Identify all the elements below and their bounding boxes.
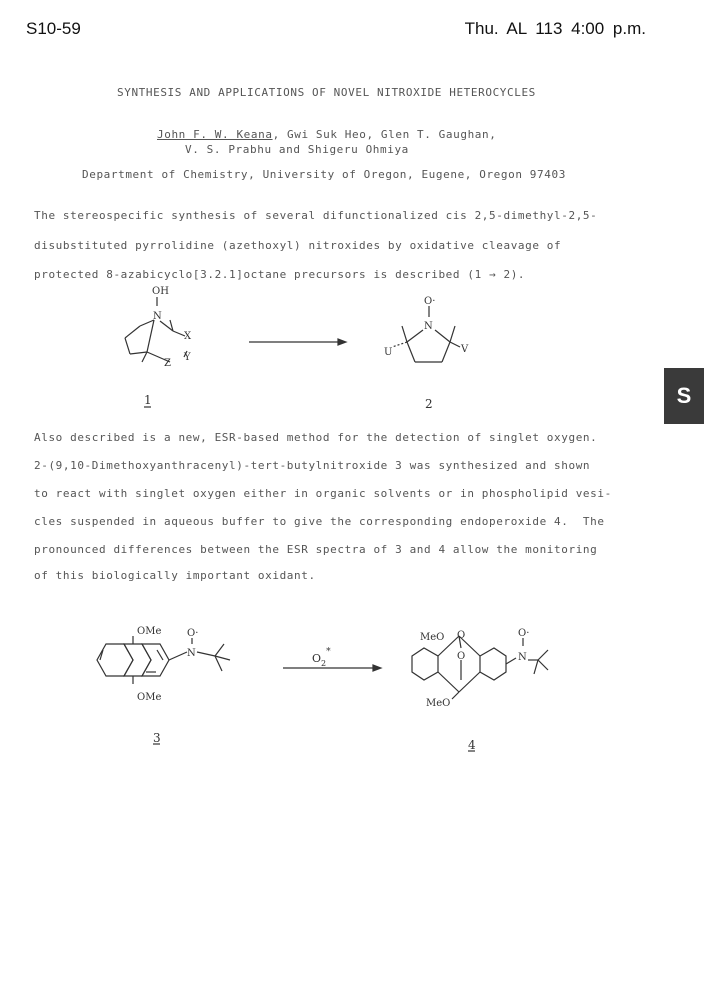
compound-2-n-label: N	[424, 321, 433, 332]
session-schedule: Thu. AL 113 4:00 p.m.	[464, 19, 646, 38]
compound-3-n-label: N	[187, 648, 196, 659]
reaction-arrow-2	[283, 665, 381, 671]
compound-4-meo-bottom: MeO	[426, 698, 451, 709]
compound-4-o-top: O	[457, 630, 466, 641]
compound-4-n-label: N	[518, 652, 527, 663]
presenting-author-underlined: John F. W. Keana	[157, 128, 273, 141]
section-tab: S	[664, 368, 704, 424]
authors-line-1-rest: , Gwi Suk Heo, Glen T. Gaughan,	[272, 128, 497, 141]
paragraph2-line-6: of this biologically important oxidant.	[34, 569, 316, 582]
compound-1-y-label: Y	[184, 352, 191, 363]
paragraph2-line-4: cles suspended in aqueous buffer to give the corresponding endoperoxide 4. The	[34, 515, 605, 528]
authors-line-2: V. S. Prabhu and Shigeru Ohmiya	[185, 143, 409, 156]
compound-2-v-label: V	[461, 344, 469, 355]
compound-3-ome-top: OMe	[137, 626, 162, 637]
compound-4-number: 4	[468, 738, 476, 752]
compound-3-number: 3	[153, 731, 161, 745]
compound-4-structure	[412, 636, 548, 699]
compound-3-ome-bottom: OMe	[137, 692, 162, 703]
compound-1-oh-label: OH	[152, 286, 169, 297]
session-code: S10-59	[26, 19, 81, 38]
paragraph2-line-2: 2-(9,10-Dimethoxyanthracenyl)-tert-butylnitroxide 3 was synthesized and shown	[34, 459, 591, 472]
compound-3-oxyl-label: O·	[187, 628, 199, 639]
paragraph2-line-3: to react with singlet oxygen either in organic solvents or in phospholipid vesi-	[34, 487, 612, 500]
compound-1-z-label: Z	[164, 358, 171, 369]
reagent-subscript: 2	[321, 659, 327, 668]
reagent-singlet-oxygen	[312, 647, 331, 668]
reaction-arrow-1	[249, 339, 346, 345]
reagent-superscript: *	[326, 647, 331, 657]
compound-4-o-bottom: O	[457, 651, 466, 662]
paragraph1-line-2: disubstituted pyrrolidine (azethoxyl) nitroxides by oxidative cleavage of	[34, 239, 562, 252]
compound-4-meo-top: MeO	[420, 632, 445, 643]
paragraph1-line-3: protected 8-azabicyclo[3.2.1]octane precursors is described (1 → 2).	[34, 268, 526, 281]
affiliation: Department of Chemistry, University of Oregon, Eugene, Oregon 97403	[82, 168, 566, 181]
compound-1-x-label: X	[184, 331, 192, 342]
compound-4-oxyl-label: O·	[518, 628, 530, 639]
compound-2-number: 2	[425, 397, 433, 411]
compound-2-structure	[392, 306, 460, 362]
abstract-title: SYNTHESIS AND APPLICATIONS OF NOVEL NITROXIDE HETEROCYCLES	[117, 86, 536, 99]
paragraph1-line-1: The stereospecific synthesis of several difunctionalized cis 2,5-dimethyl-2,5-	[34, 209, 598, 222]
compound-1-n-label: N	[153, 311, 162, 322]
paragraph2-line-1: Also described is a new, ESR-based method for the detection of singlet oxygen.	[34, 431, 598, 444]
compound-1-number: 1	[144, 393, 152, 407]
compound-1-structure	[125, 297, 187, 362]
compound-2-oxyl-label: O·	[424, 296, 436, 307]
compound-3-structure	[97, 636, 230, 684]
paragraph2-line-5: pronounced differences between the ESR spectra of 3 and 4 allow the monitoring	[34, 543, 598, 556]
reagent-o: O	[312, 652, 322, 665]
compound-2-u-label: U	[384, 347, 393, 358]
